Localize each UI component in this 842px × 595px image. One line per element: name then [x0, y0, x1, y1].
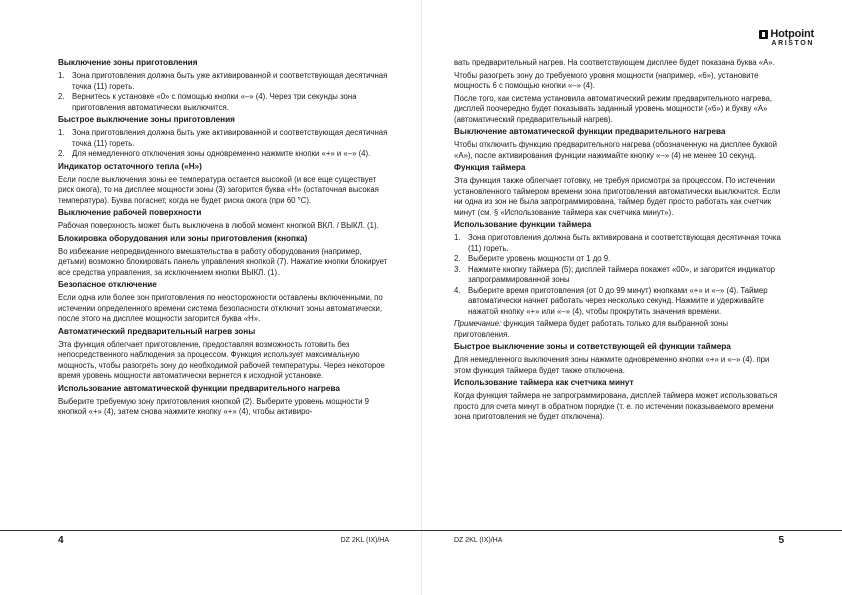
- list-item: [454, 254, 784, 265]
- right-footer: [421, 530, 842, 544]
- section-title: Индикатор остаточного тепла («Н»): [58, 161, 202, 171]
- list-number: 2.: [58, 92, 65, 101]
- list-text: Зона приготовления должна быть активирована и соответствующая десятичная точка (11) гореть.: [468, 233, 781, 253]
- section-use-auto-preheat: [58, 384, 389, 418]
- paragraph: Рабочая поверхность может быть выключена в любой момент кнопкой ВКЛ. / ВЫКЛ. (1).: [58, 221, 379, 230]
- page-number: 4: [58, 535, 64, 546]
- right-page: [421, 0, 842, 595]
- model-code: DZ 2KL (IX)/HA: [340, 537, 389, 544]
- list-text: Выберите уровень мощности от 1 до 9.: [468, 254, 611, 263]
- section-quick-zone-timer-off: [454, 342, 784, 376]
- paragraph: Если одна или более зон приготовления по неосторожности оставлены включенными, по истечении определенного времени система безопасности отключит зоны автоматически, после этого на дисплее мощности загорится буква «Н».: [58, 293, 383, 323]
- list-item: [454, 233, 784, 254]
- list-item: [58, 128, 389, 149]
- list-text: Выберите время приготовления (от 0 до 99 минут) кнопками «+» и «–» (4). Таймер автоматически начнет работать через несколько секунд. Нажмите и удерживайте нажатой кнопку «+» или «–» (4), чтобы прокрутить значения времени.: [468, 285, 768, 316]
- list-text: Для немедленного отключения зоны одновременно нажмите кнопки «+» и «–» (4).: [72, 149, 371, 158]
- list-number: 3.: [454, 264, 461, 274]
- list-text: Вернитесь к установке «0» с помощью кнопки «–» (4). Через три секунды зона приготовления автоматически выключится.: [72, 92, 357, 112]
- list-item: [454, 265, 784, 286]
- numbered-list: [454, 233, 784, 317]
- list-item: [454, 286, 784, 318]
- note-text: функция таймера будет работать только для выбранной зоны приготовления.: [454, 319, 728, 339]
- list-number: 1.: [58, 128, 65, 137]
- section-title: Использование функции таймера: [454, 220, 592, 229]
- section-title: Быстрое выключение зоны приготовления: [58, 115, 235, 124]
- list-text: Нажмите кнопку таймера (5); дисплей таймера покажет «00», и загорится индикатор запрограммированной зоны: [468, 264, 775, 284]
- section-lock: [58, 234, 389, 279]
- section-title: Безопасное отключение: [58, 280, 157, 289]
- section-title: Выключение рабочей поверхности: [58, 208, 202, 217]
- list-number: 1.: [58, 71, 65, 80]
- list-number: 2.: [58, 149, 65, 158]
- section-hob-off: [58, 208, 389, 232]
- list-item: [58, 92, 389, 113]
- paragraph: Эта функция облегчает приготовление, предоставляя возможность готовить без непосредственного наблюдения за процессом. Функция использует максимальную мощность, чтобы разогреть зону до необходимой рабочей температуры. Через некоторое время уровень мощности автоматически вернется к исходной установке.: [58, 339, 385, 380]
- section-zone-off: [58, 58, 389, 113]
- numbered-list: [58, 71, 389, 113]
- section-auto-preheat: [58, 327, 389, 382]
- section-title: Использование таймера как счетчика минут: [454, 378, 634, 387]
- paragraph: Выберите требуемую зону приготовления кнопкой (2). Выберите уровень мощности 9 кнопкой «+» (4), затем снова нажмите кнопку «+» (4), чтобы активиро-: [58, 396, 369, 416]
- section-title: Использование автоматической функции предварительного нагрева: [58, 383, 340, 393]
- list-item: [58, 149, 389, 160]
- section-residual-heat: [58, 162, 389, 207]
- section-timer-function: [454, 163, 784, 218]
- page-number: 5: [778, 535, 784, 546]
- list-number: 1.: [454, 233, 461, 242]
- list-text: Зона приготовления должна быть уже активированной и соответствующая десятичная точка (11) гореть.: [72, 71, 388, 91]
- note-label: Примечание:: [454, 319, 502, 328]
- section-title: Функция таймера: [454, 163, 526, 172]
- paragraph: Если после выключения зоны ее температура остается высокой (и все еще существует риск ожога), то на дисплее мощности зоны (3) загорится буква «Н» (остаточная высокая температура). Буква погаснет, когда не будет риска ожога (при 60 °С).: [58, 174, 379, 205]
- note: [454, 319, 784, 340]
- section-safety-off: [58, 280, 389, 325]
- section-continuation: [454, 58, 784, 125]
- section-title: Блокировка оборудования или зоны приготовления (кнопка): [58, 233, 308, 243]
- section-minute-counter: [454, 378, 784, 423]
- paragraph: Чтобы отключить функцию предварительного нагрева (обозначенную на дисплее буквой «А»), после активирования функции нажимайте кнопку «–» (4) не менее 10 секунд.: [454, 140, 777, 160]
- paragraph: Когда функция таймера не запрограммирована, дисплей таймера может использоваться просто для счета минут в обратном порядке (т. е. по истечении показываемого времени зона приготовления не будет отключена).: [454, 391, 778, 421]
- paragraph: Для немедленного выключения зоны нажмите одновременно кнопки «+» и «–» (4). при этом функция таймера будет также отключена.: [454, 355, 770, 375]
- paragraph: вать предварительный нагрев. На соответствующем дисплее будет показана буква «А».: [454, 58, 775, 67]
- numbered-list: [58, 128, 389, 160]
- list-text: Зона приготовления должна быть уже активированной и соответствующая десятичная точка (11) гореть.: [72, 128, 388, 148]
- section-disable-preheat: [454, 127, 784, 161]
- paragraph: После того, как система установила автоматический режим предварительного нагрева, дисплей поочередно будет показывать заданный уровень мощности («6») и букву «А» (автоматический предварительный нагрев).: [454, 93, 773, 124]
- sub-brand-name: ARISTON: [771, 40, 814, 47]
- section-quick-zone-off: [58, 115, 389, 160]
- section-title: Автоматический предварительный нагрев зоны: [58, 326, 256, 336]
- section-title: Быстрое выключение зоны и сответствующей ей функции таймера: [454, 342, 731, 351]
- list-number: 2.: [454, 254, 461, 263]
- paragraph: Во избежание непредвиденного вмешательства в работу оборудования (например, детьми) возможно блокировать панель управления кнопкой (7). Нажатие кнопки блокирует все средства управления, за исключением кнопки ВЫКЛ. (1).: [58, 246, 388, 277]
- list-item: [58, 71, 389, 92]
- section-title: Выключение зоны приготовления: [58, 58, 198, 67]
- section-title: Выключение автоматической функции предварительного нагрева: [454, 127, 726, 136]
- paragraph: Чтобы разогреть зону до требуемого уровня мощности (например, «6»), установите мощность 6 с помощью кнопки «–» (4).: [454, 70, 759, 90]
- list-number: 4.: [454, 285, 461, 295]
- section-use-timer: [454, 220, 784, 340]
- model-code: DZ 2KL (IX)/HA: [454, 537, 503, 544]
- left-footer: [0, 530, 421, 544]
- brand-name: Hotpoint: [770, 28, 814, 40]
- paragraph: Эта функция также облегчает готовку, не требуя присмотра за процессом. По истечении установленного таймером времени зона приготовления автоматически выключится. Если ни одна из зон не была запрограммирована, таймер будет просто работать как счетчик минут (см. § «Использование таймера как счетчика минут»).: [454, 176, 781, 217]
